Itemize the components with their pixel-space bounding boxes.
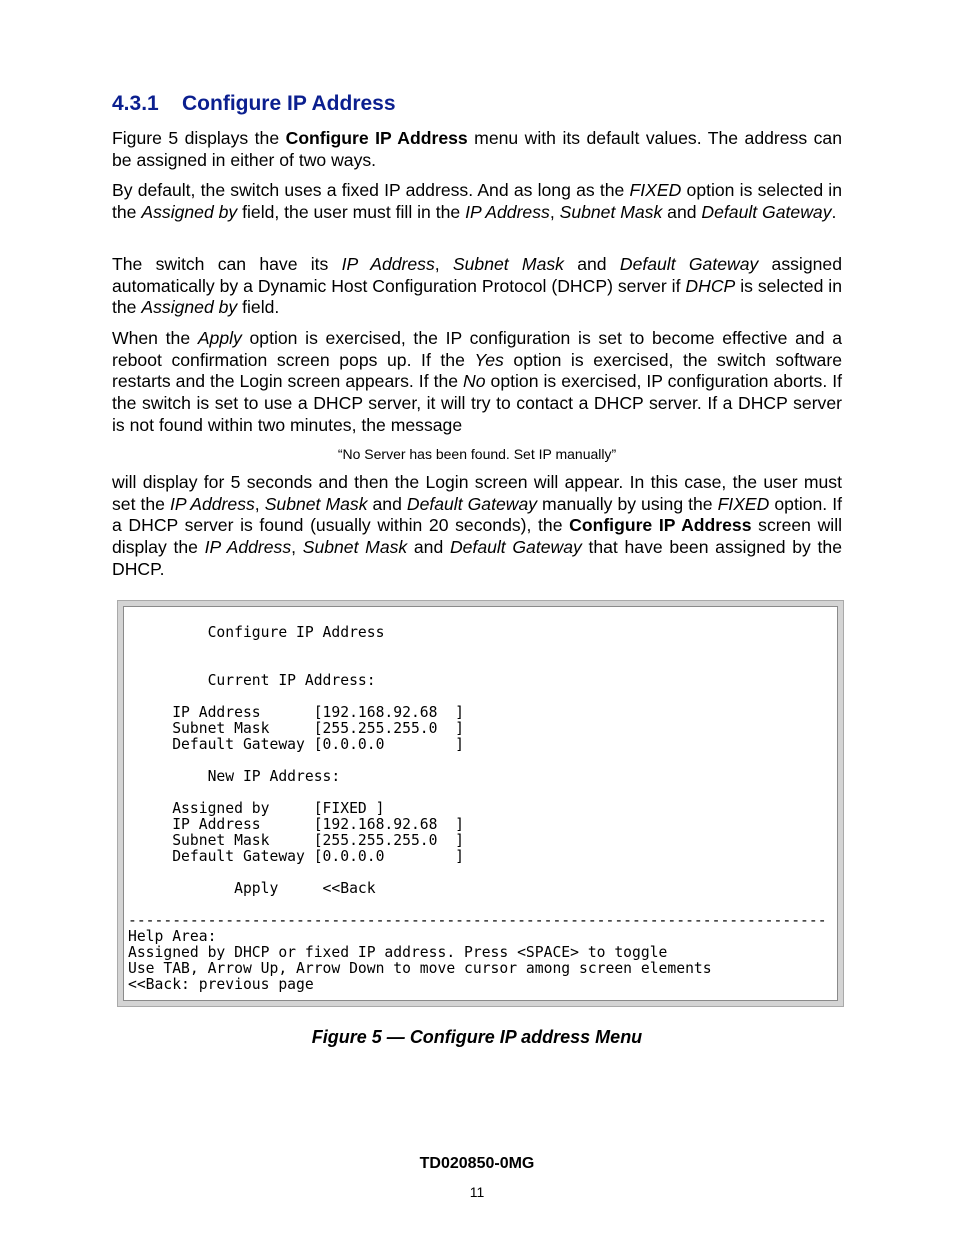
italic-run: Apply	[197, 328, 242, 348]
paragraph-3	[112, 254, 842, 319]
terminal-line: -------------------------------------------------------------------------------	[128, 912, 827, 929]
paragraph-1	[112, 128, 842, 171]
text-run: field.	[237, 297, 280, 318]
text-run: option. If a DHCP server is found (usually within 20 seconds), the	[112, 493, 842, 536]
terminal-text	[128, 625, 827, 993]
text-run: and	[407, 537, 450, 558]
text-run: menu with its default values. The address can be assigned in either of two ways.	[112, 128, 842, 170]
italic-run: Subnet Mask	[452, 254, 564, 274]
text-run: option is exercised, IP configuration aborts. If the switch is set to use a DHCP server, it will try to contact a DHCP server. If a DHCP server is not found within two minutes, the message	[112, 371, 842, 435]
text-run: ,	[549, 201, 560, 222]
italic-run: Subnet Mask	[559, 201, 663, 222]
text-run: that have been assigned by the DHCP.	[112, 537, 842, 579]
terminal-line: Assigned by [FIXED ]	[128, 800, 385, 817]
italic-run: No	[463, 371, 486, 392]
terminal-line: Default Gateway [0.0.0.0 ]	[128, 736, 465, 753]
paragraph-2	[112, 180, 842, 223]
text-run: By default, the switch uses a fixed IP address. And as long as the	[112, 180, 630, 200]
terminal-line: Help Area:	[128, 928, 217, 945]
text-run: will display for 5 seconds and then the Login screen will appear. In this case, the user must set the	[112, 472, 842, 514]
terminal-line: Subnet Mask [255.255.255.0 ]	[128, 832, 465, 849]
italic-run: Assigned by	[141, 201, 238, 222]
text-run: screen will display the	[112, 515, 843, 558]
bold-run: Configure IP Address	[569, 515, 752, 536]
terminal-screen	[123, 606, 838, 1001]
terminal-line: Subnet Mask [255.255.255.0 ]	[128, 720, 465, 737]
text-run: and	[662, 201, 702, 222]
italic-run: Default Gateway	[449, 537, 582, 558]
italic-run: FIXED	[717, 493, 770, 514]
text-run: Figure 5 displays the	[112, 128, 286, 148]
italic-run: Yes	[474, 349, 504, 370]
paragraph-5	[112, 472, 842, 581]
terminal-line: Assigned by DHCP or fixed IP address. Press <SPACE> to toggle	[128, 944, 668, 961]
text-run: field, the user must fill in the	[237, 201, 466, 222]
terminal-line: Default Gateway [0.0.0.0 ]	[128, 848, 465, 865]
terminal-screenshot-frame	[117, 600, 844, 1007]
terminal-line: Current IP Address:	[128, 672, 376, 689]
dhcp-message: “No Server has been found. Set IP manually”	[337, 446, 617, 462]
text-run: .	[831, 201, 837, 222]
italic-run: DHCP	[685, 275, 736, 296]
page-number: 11	[469, 1184, 485, 1200]
terminal-line: Use TAB, Arrow Up, Arrow Down to move cursor among screen elements	[128, 960, 712, 977]
italic-run: Default Gateway	[701, 201, 832, 222]
italic-run: Subnet Mask	[302, 537, 408, 558]
italic-run: IP Address	[341, 254, 435, 274]
terminal-line: Configure IP Address	[128, 624, 385, 641]
section-number: 4.3.1	[112, 92, 159, 115]
italic-run: Subnet Mask	[264, 493, 368, 514]
italic-run: FIXED	[629, 180, 682, 200]
terminal-line: IP Address [192.168.92.68 ]	[128, 816, 465, 833]
text-run: The switch can have its	[112, 254, 342, 274]
section-heading	[112, 92, 396, 116]
figure-caption: Figure 5 — Configure IP address Menu	[311, 1027, 643, 1047]
text-run: is selected in the	[112, 275, 843, 318]
italic-run: IP Address	[465, 201, 550, 222]
text-run: option is exercised, the switch software restarts and the Login screen appears. If the	[112, 349, 842, 392]
text-run: assigned automatically by a Dynamic Host Configuration Protocol (DHCP) server if	[112, 254, 842, 296]
text-run: and	[367, 493, 407, 514]
italic-run: IP Address	[169, 493, 255, 514]
text-run: ,	[291, 537, 303, 558]
text-run: ,	[254, 493, 265, 514]
text-run: option is exercised, the IP configuration is set to become effective and a reboot confirmation screen pops up. If the	[112, 328, 842, 370]
text-run: manually by using the	[537, 493, 718, 514]
terminal-line: Apply <<Back	[128, 880, 376, 897]
italic-run: Assigned by	[141, 297, 238, 318]
text-run: and	[563, 254, 620, 274]
terminal-line: IP Address [192.168.92.68 ]	[128, 704, 465, 721]
italic-run: IP Address	[204, 537, 292, 558]
bold-run: Configure IP Address	[285, 128, 468, 148]
italic-run: Default Gateway	[406, 493, 538, 514]
section-title: Configure IP Address	[182, 92, 396, 115]
text-run: ,	[434, 254, 453, 274]
paragraph-4	[112, 328, 842, 437]
italic-run: Default Gateway	[619, 254, 759, 274]
text-run: option is selected in the	[112, 180, 842, 222]
terminal-line: New IP Address:	[128, 768, 341, 785]
document-id: TD020850-0MG	[419, 1155, 535, 1172]
terminal-line: <<Back: previous page	[128, 976, 314, 993]
text-run: When the	[112, 328, 198, 348]
